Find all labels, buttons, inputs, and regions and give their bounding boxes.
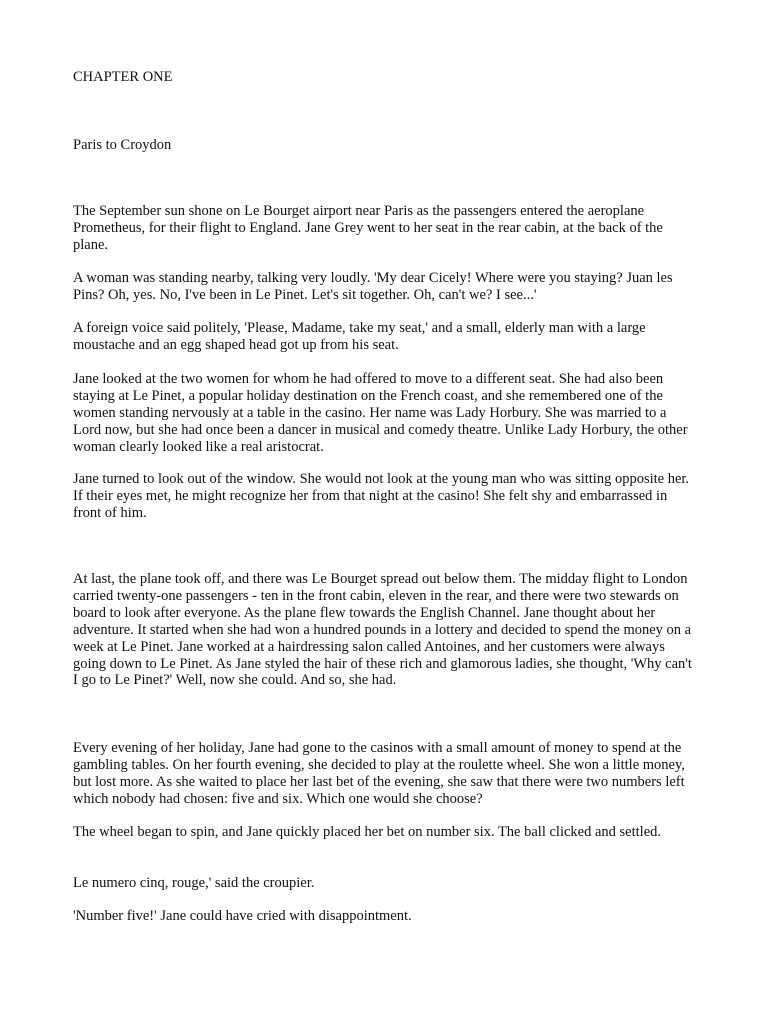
- paragraph: Le numero cinq, rouge,' said the croupier.: [73, 875, 315, 891]
- document-page: [73, 0, 697, 1024]
- paragraph: The wheel began to spin, and Jane quickly placed her bet on number six. The ball clicked and settled.: [73, 824, 662, 840]
- paragraph: The September sun shone on Le Bourget airport near Paris as the passengers entered the aeroplane Prometheus, for their flight to England. Jane Grey went to her seat in the rear cabin, at the back of the plane.: [73, 203, 663, 253]
- paragraph: Jane turned to look out of the window. She would not look at the young man who was sitting opposite her. If their eyes met, he might recognize her from that night at the casino! She felt shy and embarrassed in front of him.: [73, 471, 690, 521]
- paragraph: A foreign voice said politely, 'Please, Madame, take my seat,' and a small, elderly man with a large moustache and an egg shaped head got up from his seat.: [73, 320, 646, 353]
- chapter-heading: CHAPTER ONE: [73, 69, 173, 85]
- paragraph: Every evening of her holiday, Jane had gone to the casinos with a small amount of money to spend at the gambling tables. On her fourth evening, she decided to play at the roulette wheel. She won a little money, but lost more. As she waited to place her last bet of the evening, she saw that there were two numbers left which nobody had chosen: five and six. Which one would she choose?: [73, 740, 685, 807]
- paragraph: A woman was standing nearby, talking very loudly. 'My dear Cicely! Where were you staying? Juan les Pins? Oh, yes. No, I've been in Le Pinet. Let's sit together. Oh, can't we? I see...': [73, 270, 673, 303]
- paragraph: Jane looked at the two women for whom he had offered to move to a different seat. She had also been staying at Le Pinet, a popular holiday destination on the French coast, and she remembered one of the women standing nervously at a table in the casino. Her name was Lady Horbury. She was married to a Lord now, but she had once been a dancer in musical and comedy theatre. Unlike Lady Horbury, the other woman clearly looked like a real aristocrat.: [73, 371, 688, 455]
- paragraph: At last, the plane took off, and there was Le Bourget spread out below them. The midday flight to London carried twenty-one passengers - ten in the front cabin, eleven in the rear, and there were two stewards on board to look after everyone. As the plane flew towards the English Channel. Jane thought about her adventure. It started when she had won a hundred pounds in a lottery and decided to spend the money on a week at Le Pinet. Jane worked at a hairdressing salon called Antoines, and her customers were always going down to Le Pinet. As Jane styled the hair of these rich and glamorous ladies, she thought, 'Why can't I go to Le Pinet?' Well, now she could. And so, she had.: [73, 571, 692, 689]
- section-heading: Paris to Croydon: [73, 137, 172, 153]
- paragraph: 'Number five!' Jane could have cried with disappointment.: [73, 908, 412, 924]
